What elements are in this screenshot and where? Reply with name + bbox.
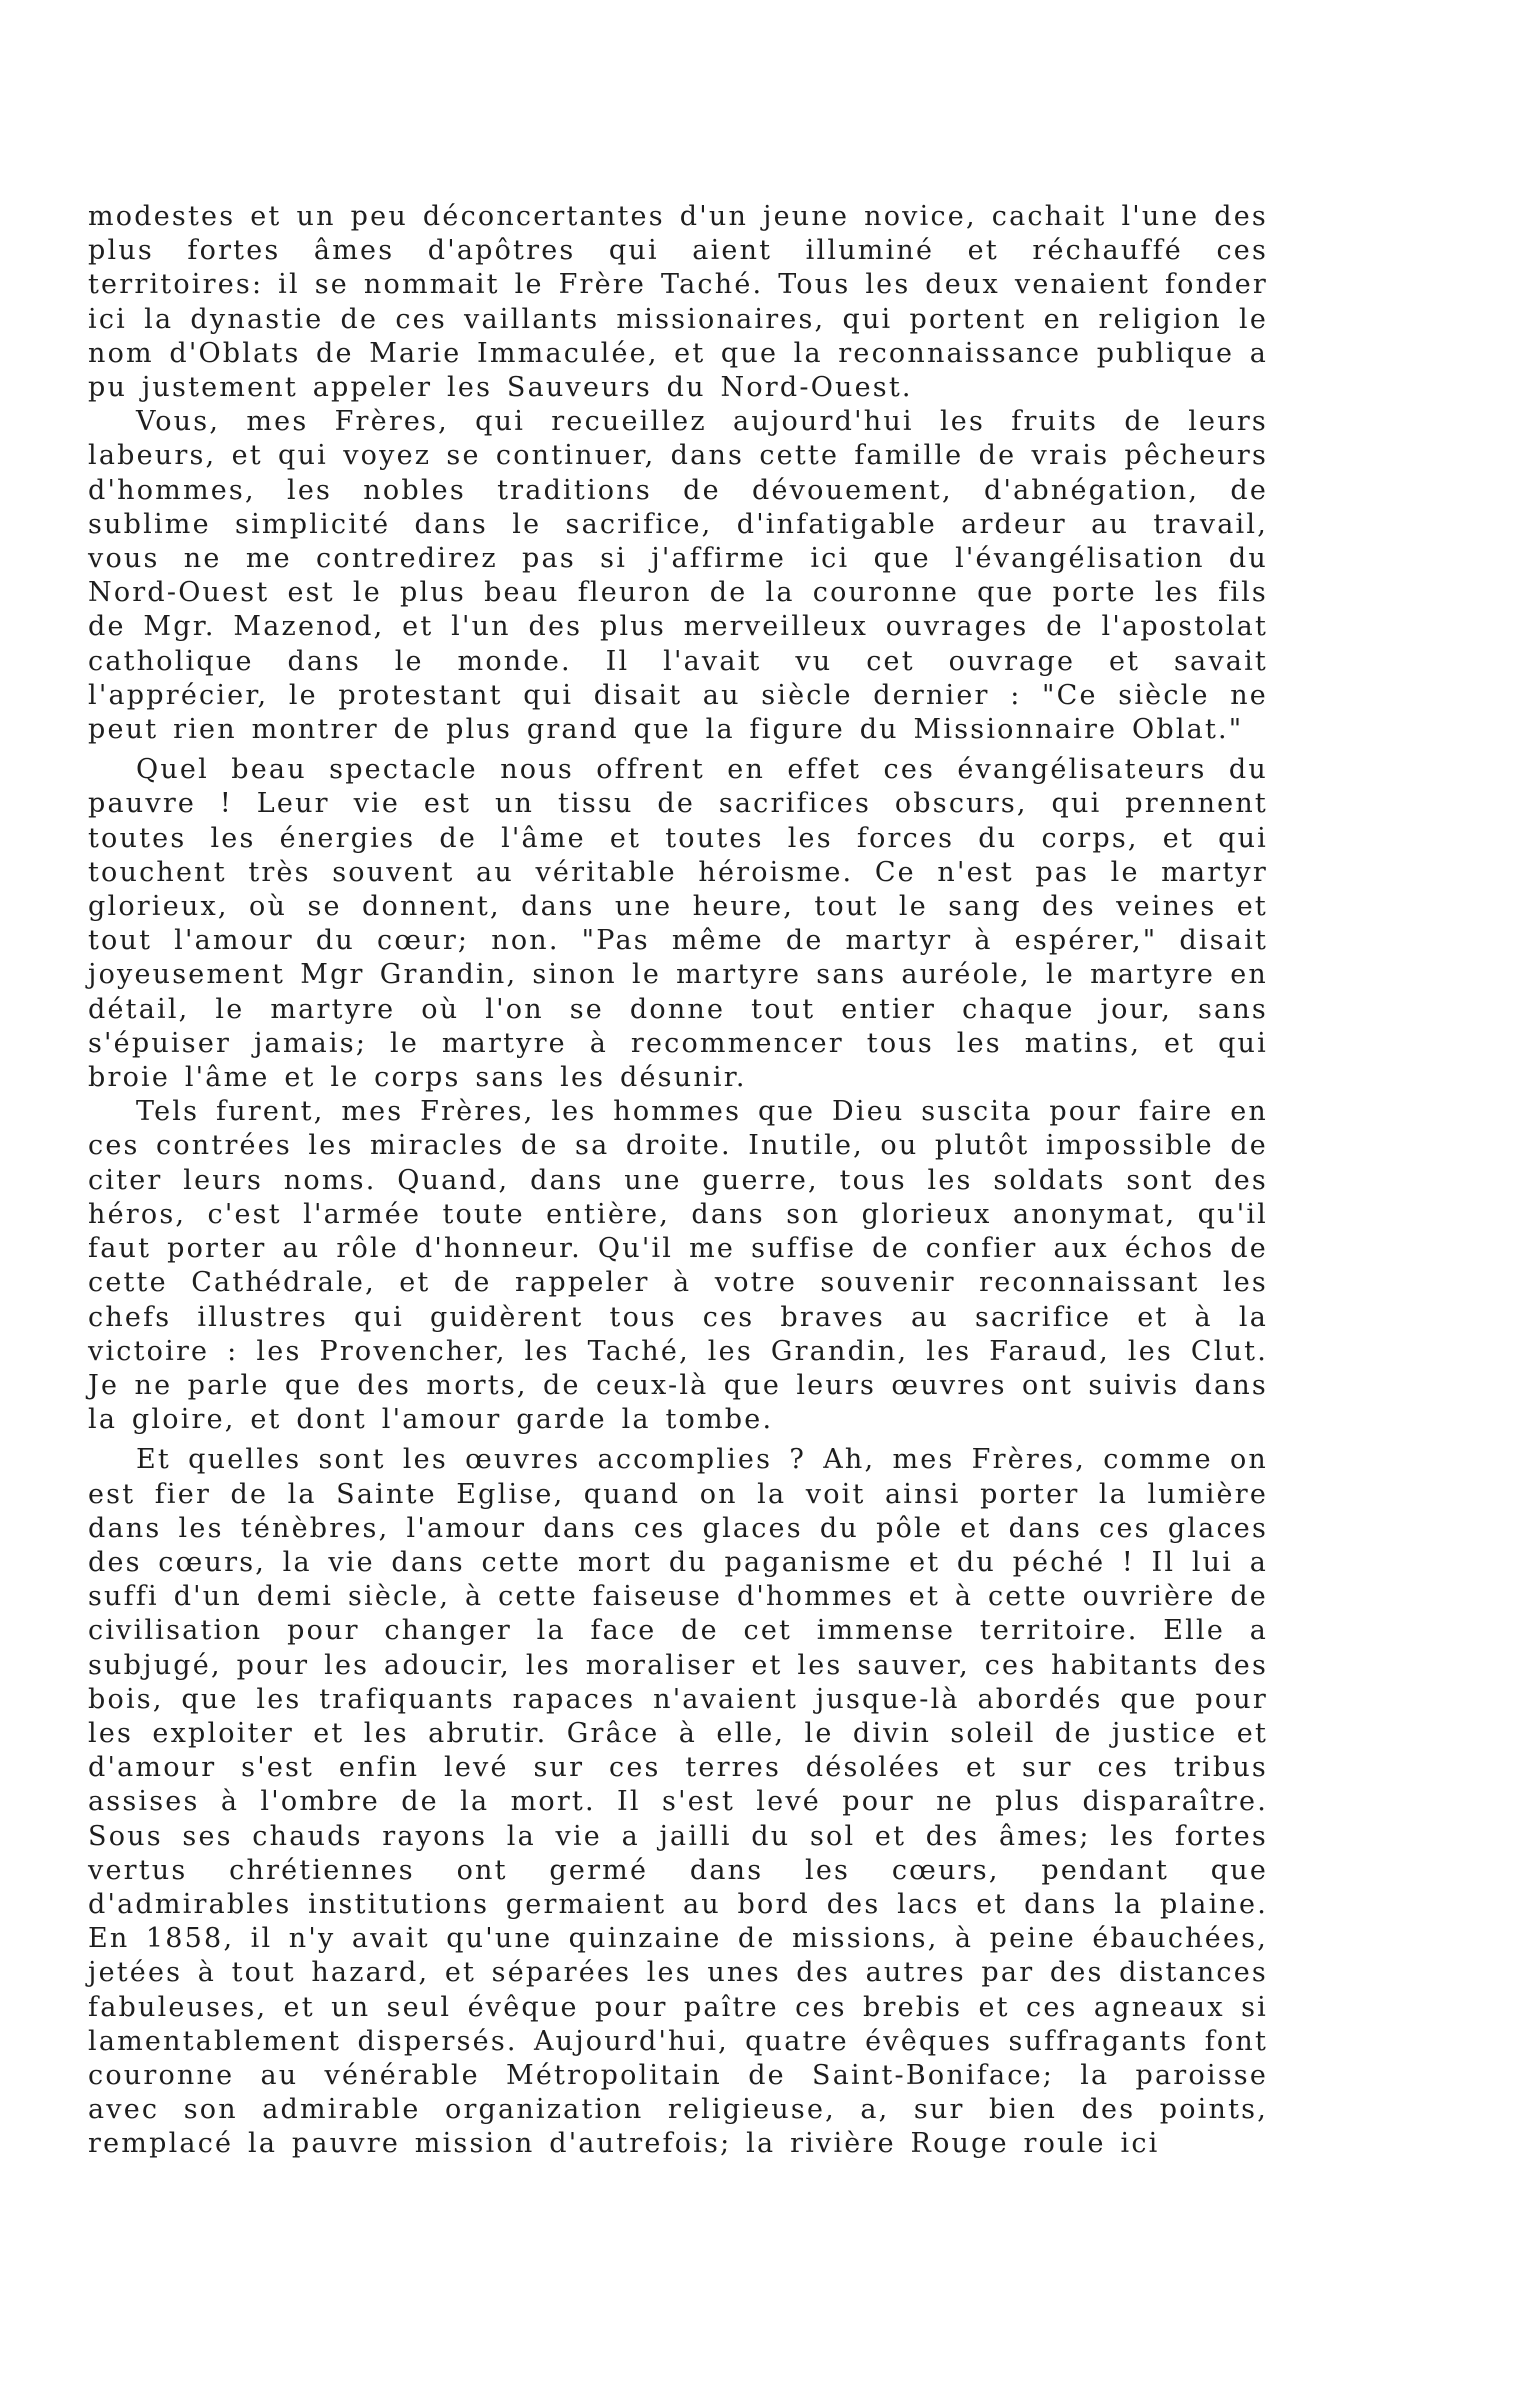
paragraph-5: Et quelles sont les œuvres accomplies ? Ah, mes Frères, comme on est fier de la Sainte Eglise, quand on la voit ainsi porter la lumière dans les ténèbres, l'amour dans ces glaces du pôle et dans ces glaces des cœurs, la vie dans cette mort du paganisme et du péché ! Il lui a suffi d'un demi siècle, à cette faiseuse d'hommes et à cette ouvrière de civilisation pour changer la face de cet immense territoire. Elle a subjugé, pour les adoucir, les moraliser et les sauver, ces habitants des bois, que les trafiquants rapaces n'avaient jusque-là abordés que pour les exploiter et les abrutir. Grâce à elle, le divin soleil de justice et d'amour s'est enfin levé sur ces terres désolées et sur ces tribus assises à l'ombre de la mort. Il s'est levé pour ne plus disparaître. Sous ses chauds rayons la vie a jailli du sol et des âmes; les fortes vertus chrétiennes ont germé dans les cœurs, pendant que d'admirables institutions germaient au bord des lacs et dans la plaine. En 1858, il n'y avait qu'une quinzaine de missions, à peine ébauchées, jetées à tout hazard, et séparées les unes des autres par des distances fabuleuses, et un seul évêque pour paître ces brebis et ces agneaux si lamentablement dispersés. Aujourd'hui, quatre évêques suffragants font couronne au vénérable Métropolitain de Saint-Boniface; la paroisse avec son admirable organization religieuse, a, sur bien des points, remplacé la pauvre mission d'autrefois; la rivière Rouge roule ici	[88, 1444, 1268, 2160]
paragraph-1: modestes et un peu déconcertantes d'un jeune novice, cachait l'une des plus fortes âmes d'apôtres qui aient illuminé et réchauffé ces territoires: il se nommait le Frère Taché. Tous les deux venaient fonder ici la dynastie de ces vaillants missionaires, qui portent en religion le nom d'Oblats de Marie Immaculée, et que la reconnaissance publique a pu justement appeler les Sauveurs du Nord-Ouest.	[88, 201, 1268, 404]
paragraph-3: Quel beau spectacle nous offrent en effet ces évangélisateurs du pauvre ! Leur vie est un tissu de sacrifices obscurs, qui prennent toutes les énergies de l'âme et toutes les forces du corps, et qui touchent très souvent au véritable héroisme. Ce n'est pas le martyr glorieux, où se donnent, dans une heure, tout le sang des veines et tout l'amour du cœur; non. "Pas même de martyr à espérer," disait joyeusement Mgr Grandin, sinon le martyre sans auréole, le martyre en détail, le martyre où l'on se donne tout entier chaque jour, sans s'épuiser jamais; le martyre à recommencer tous les matins, et qui broie l'âme et le corps sans les désunir.	[88, 754, 1268, 1094]
paragraph-2: Vous, mes Frères, qui recueillez aujourd'hui les fruits de leurs labeurs, et qui voyez se continuer, dans cette famille de vrais pêcheurs d'hommes, les nobles traditions de dévouement, d'abnégation, de sublime simplicité dans le sacrifice, d'infatigable ardeur au travail, vous ne me contredirez pas si j'affirme ici que l'évangélisation du Nord-Ouest est le plus beau fleuron de la couronne que porte les fils de Mgr. Mazenod, et l'un des plus merveilleux ouvrages de l'apostolat catholique dans le monde. Il l'avait vu cet ouvrage et savait l'apprécier, le protestant qui disait au siècle dernier : "Ce siècle ne peut rien montrer de plus grand que la figure du Missionnaire Oblat."	[88, 406, 1268, 746]
document-page	[88, 200, 1268, 2162]
paragraph-4: Tels furent, mes Frères, les hommes que Dieu suscita pour faire en ces contrées les miracles de sa droite. Inutile, ou plutôt impossible de citer leurs noms. Quand, dans une guerre, tous les soldats sont des héros, c'est l'armée toute entière, dans son glorieux anonymat, qu'il faut porter au rôle d'honneur. Qu'il me suffise de confier aux échos de cette Cathédrale, et de rappeler à votre souvenir reconnaissant les chefs illustres qui guidèrent tous ces braves au sacrifice et à la victoire : les Provencher, les Taché, les Grandin, les Faraud, les Clut. Je ne parle que des morts, de ceux-là que leurs œuvres ont suivis dans la gloire, et dont l'amour garde la tombe.	[88, 1096, 1268, 1436]
